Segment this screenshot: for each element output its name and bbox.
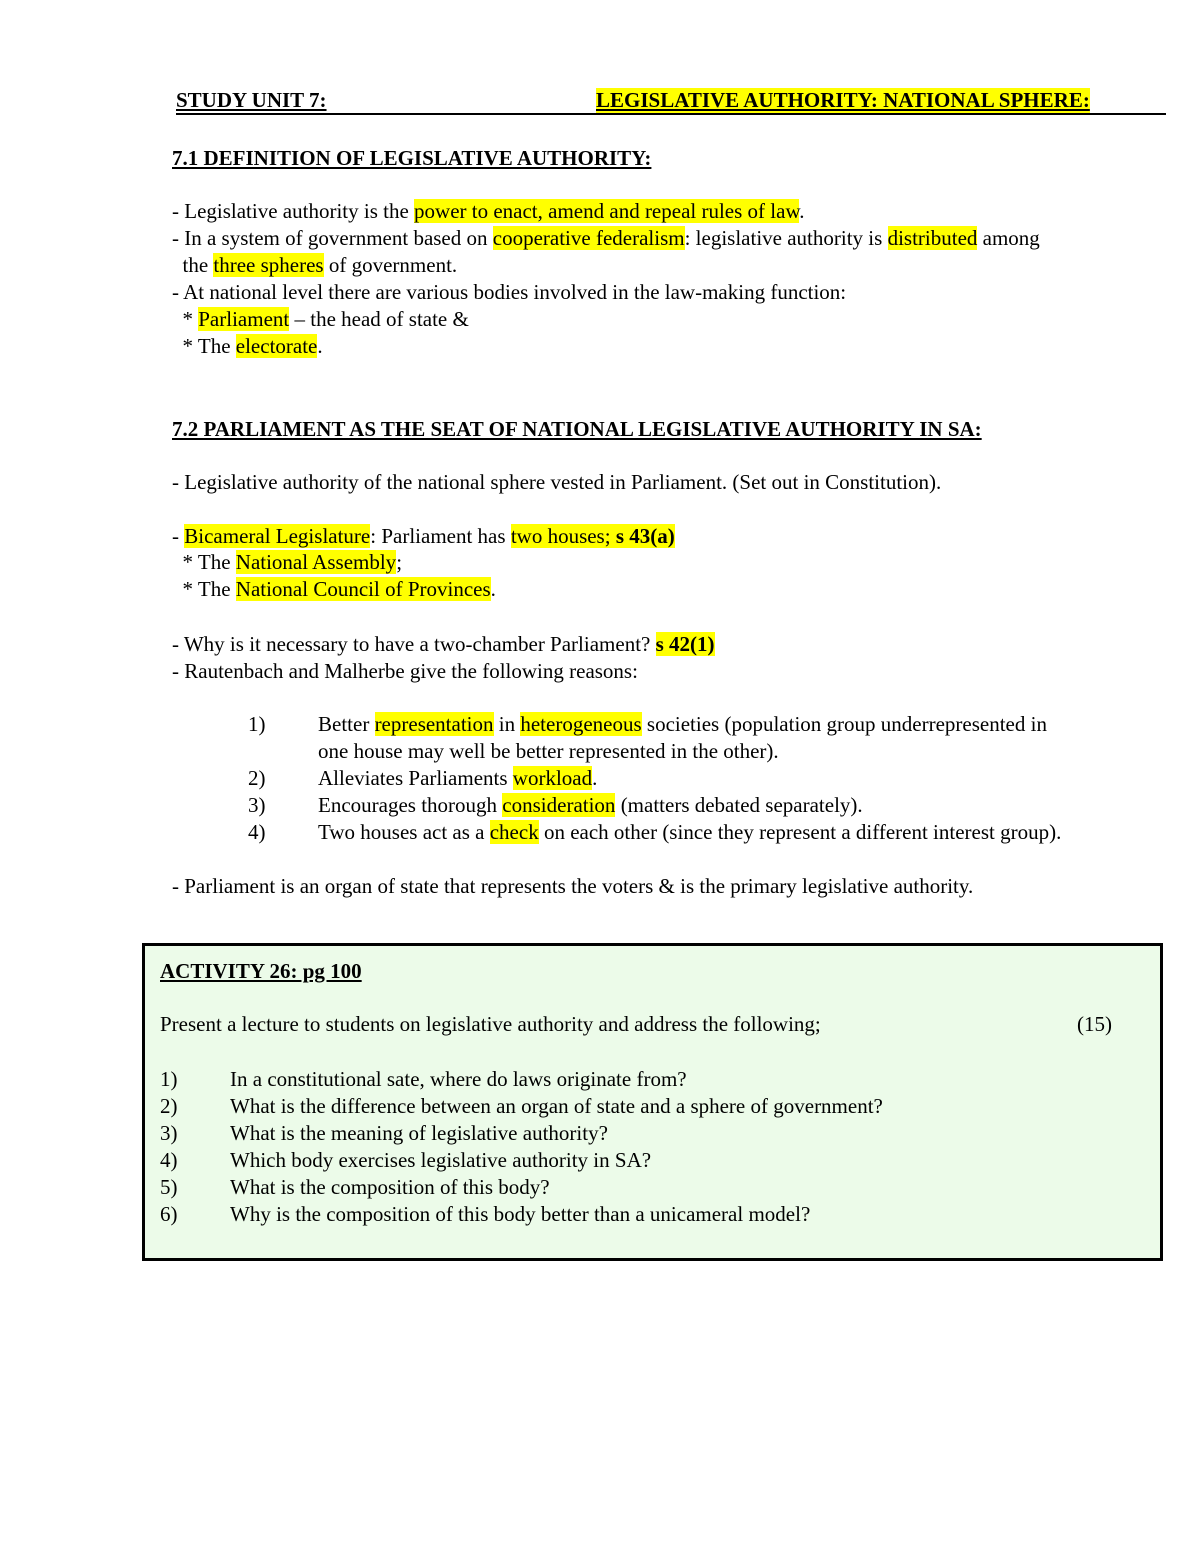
highlight: National Council of Provinces xyxy=(235,577,491,601)
s2-line-5: - Why is it necessary to have a two-chamber Parliament? s 42(1) xyxy=(172,632,715,656)
s1-line-3: the three spheres of government. xyxy=(172,253,458,277)
study-unit-title: LEGISLATIVE AUTHORITY: NATIONAL SPHERE: xyxy=(596,88,1090,112)
highlight: consideration xyxy=(502,793,616,817)
reason-number: 4) xyxy=(248,820,266,844)
study-unit-label: STUDY UNIT 7: xyxy=(176,88,327,112)
question-text: In a constitutional sate, where do laws originate from? xyxy=(230,1067,687,1091)
question-text: What is the meaning of legislative authority? xyxy=(230,1121,608,1145)
highlight: check xyxy=(489,820,539,844)
reason-number: 1) xyxy=(248,712,266,736)
s2-line-7: - Parliament is an organ of state that represents the voters & is the primary legislative authority. xyxy=(172,874,974,898)
question-number: 4) xyxy=(160,1148,178,1172)
reason-text: Two houses act as a check on each other (since they represent a different interest group). xyxy=(318,820,1062,844)
reason-text: Better representation in heterogeneous societies (population group underrepresented in xyxy=(318,712,1047,736)
highlight: Parliament xyxy=(198,307,290,331)
highlight: three spheres xyxy=(213,253,324,277)
highlight: heterogeneous xyxy=(520,712,642,736)
s1-line-1: - Legislative authority is the power to enact, amend and repeal rules of law. xyxy=(172,199,805,223)
section-heading-7-2: 7.2 PARLIAMENT AS THE SEAT OF NATIONAL LEGISLATIVE AUTHORITY IN SA: xyxy=(172,417,982,441)
question-number: 3) xyxy=(160,1121,178,1145)
s2-line-3: * The National Assembly; xyxy=(172,550,403,574)
s1-line-2: - In a system of government based on cooperative federalism: legislative authority is distributed among xyxy=(172,226,1040,250)
highlight: cooperative federalism xyxy=(492,226,685,250)
reason-text: one house may well be better represented in the other). xyxy=(318,739,779,763)
section-reference: s 43(a) xyxy=(615,524,675,548)
s2-line-1: - Legislative authority of the national sphere vested in Parliament. (Set out in Constitution). xyxy=(172,470,942,494)
highlight: workload xyxy=(512,766,593,790)
section-reference: s 42(1) xyxy=(655,632,715,656)
activity-intro: Present a lecture to students on legislative authority and address the following; xyxy=(160,1012,821,1036)
question-text: What is the difference between an organ of state and a sphere of government? xyxy=(230,1094,883,1118)
question-number: 1) xyxy=(160,1067,178,1091)
s1-line-4: - At national level there are various bodies involved in the law-making function: xyxy=(172,280,847,304)
activity-box xyxy=(142,943,1163,1261)
highlight: electorate xyxy=(235,334,318,358)
reason-number: 2) xyxy=(248,766,266,790)
question-number: 6) xyxy=(160,1202,178,1226)
question-number: 2) xyxy=(160,1094,178,1118)
reason-text: Encourages thorough consideration (matters debated separately). xyxy=(318,793,863,817)
highlight: representation xyxy=(374,712,494,736)
header-rule xyxy=(176,113,1166,115)
highlight: distributed xyxy=(887,226,978,250)
question-text: What is the composition of this body? xyxy=(230,1175,550,1199)
activity-marks: (15) xyxy=(1077,1012,1112,1036)
s1-line-5: * Parliament – the head of state & xyxy=(172,307,469,331)
reason-text: Alleviates Parliaments workload. xyxy=(318,766,598,790)
highlight: National Assembly xyxy=(235,550,397,574)
s2-line-2: - Bicameral Legislature: Parliament has two houses; s 43(a) xyxy=(172,524,675,548)
question-text: Why is the composition of this body better than a unicameral model? xyxy=(230,1202,811,1226)
activity-title: ACTIVITY 26: pg 100 xyxy=(160,959,362,983)
s2-line-4: * The National Council of Provinces. xyxy=(172,577,496,601)
question-number: 5) xyxy=(160,1175,178,1199)
s1-line-6: * The electorate. xyxy=(172,334,323,358)
highlight: Bicameral Legislature xyxy=(184,524,371,548)
section-heading-7-1: 7.1 DEFINITION OF LEGISLATIVE AUTHORITY: xyxy=(172,146,652,170)
reason-number: 3) xyxy=(248,793,266,817)
question-text: Which body exercises legislative authority in SA? xyxy=(230,1148,652,1172)
highlight: two houses; xyxy=(510,524,616,548)
s2-line-6: - Rautenbach and Malherbe give the following reasons: xyxy=(172,659,638,683)
highlight: power to enact, amend and repeal rules of law xyxy=(414,199,800,223)
